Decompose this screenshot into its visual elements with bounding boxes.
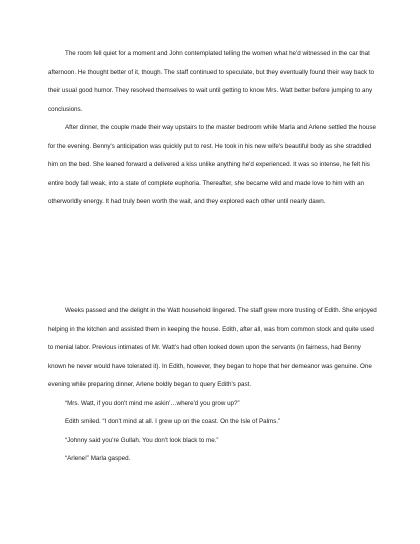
dialogue-line: “Arlene!” Marla gasped. — [65, 455, 131, 462]
dialogue-line: Edith smiled. “I don't mind at all. I grew up on the coast. On the Isle of Palms.” — [65, 418, 281, 425]
paragraph: Weeks passed and the delight in the Watt household lingered. The staff grew more trusting of Edith. She enjoyed helping in the kitchen and assisted them in keeping the house. Edith, after all, was from common stock and quite used to menial labor. Previous intimates of Mr. Watt's had often looked down upon the servants (in fairness, had Benny known he never would have tolerated it). In Edith, however, they began to hope that her demeanor was genuine. One evening while preparing dinner, Arlene boldly began to query Edith's past. — [48, 307, 377, 388]
text-section-1 — [48, 45, 379, 212]
text-section-2 — [48, 302, 379, 469]
dialogue-line: “Mrs. Watt, if you don't mind me askin'…where'd you grow up?” — [65, 399, 240, 407]
paragraph: The room fell quiet for a moment and John contemplated telling the women what he'd witnessed in the car that afternoon. He thought better of it, though. The staff continued to speculate, but they eventually found their way back to their usual good humor. They resolved themselves to wait until getting to know Mrs. Watt better before jumping to any conclusions. — [48, 50, 375, 113]
paragraph: After dinner, the couple made their way upstairs to the master bedroom while Marla and Arlene settled the house for the evening. Benny's anticipation was quickly put to rest. He took in his new wife's beautiful body as she straddled him on the bed. She leaned forward a delivered a kiss unlike anything he'd experienced. It was so intense, he felt his entire body fall weak, into a state of complete euphoria. Thereafter, she became wild and made love to him with an otherworldly energy. It had truly been worth the wait, and they explored each other until nearly dawn. — [48, 124, 376, 205]
dialogue-line: “Johnny said you're Gullah. You don't look black to me.” — [65, 436, 219, 444]
